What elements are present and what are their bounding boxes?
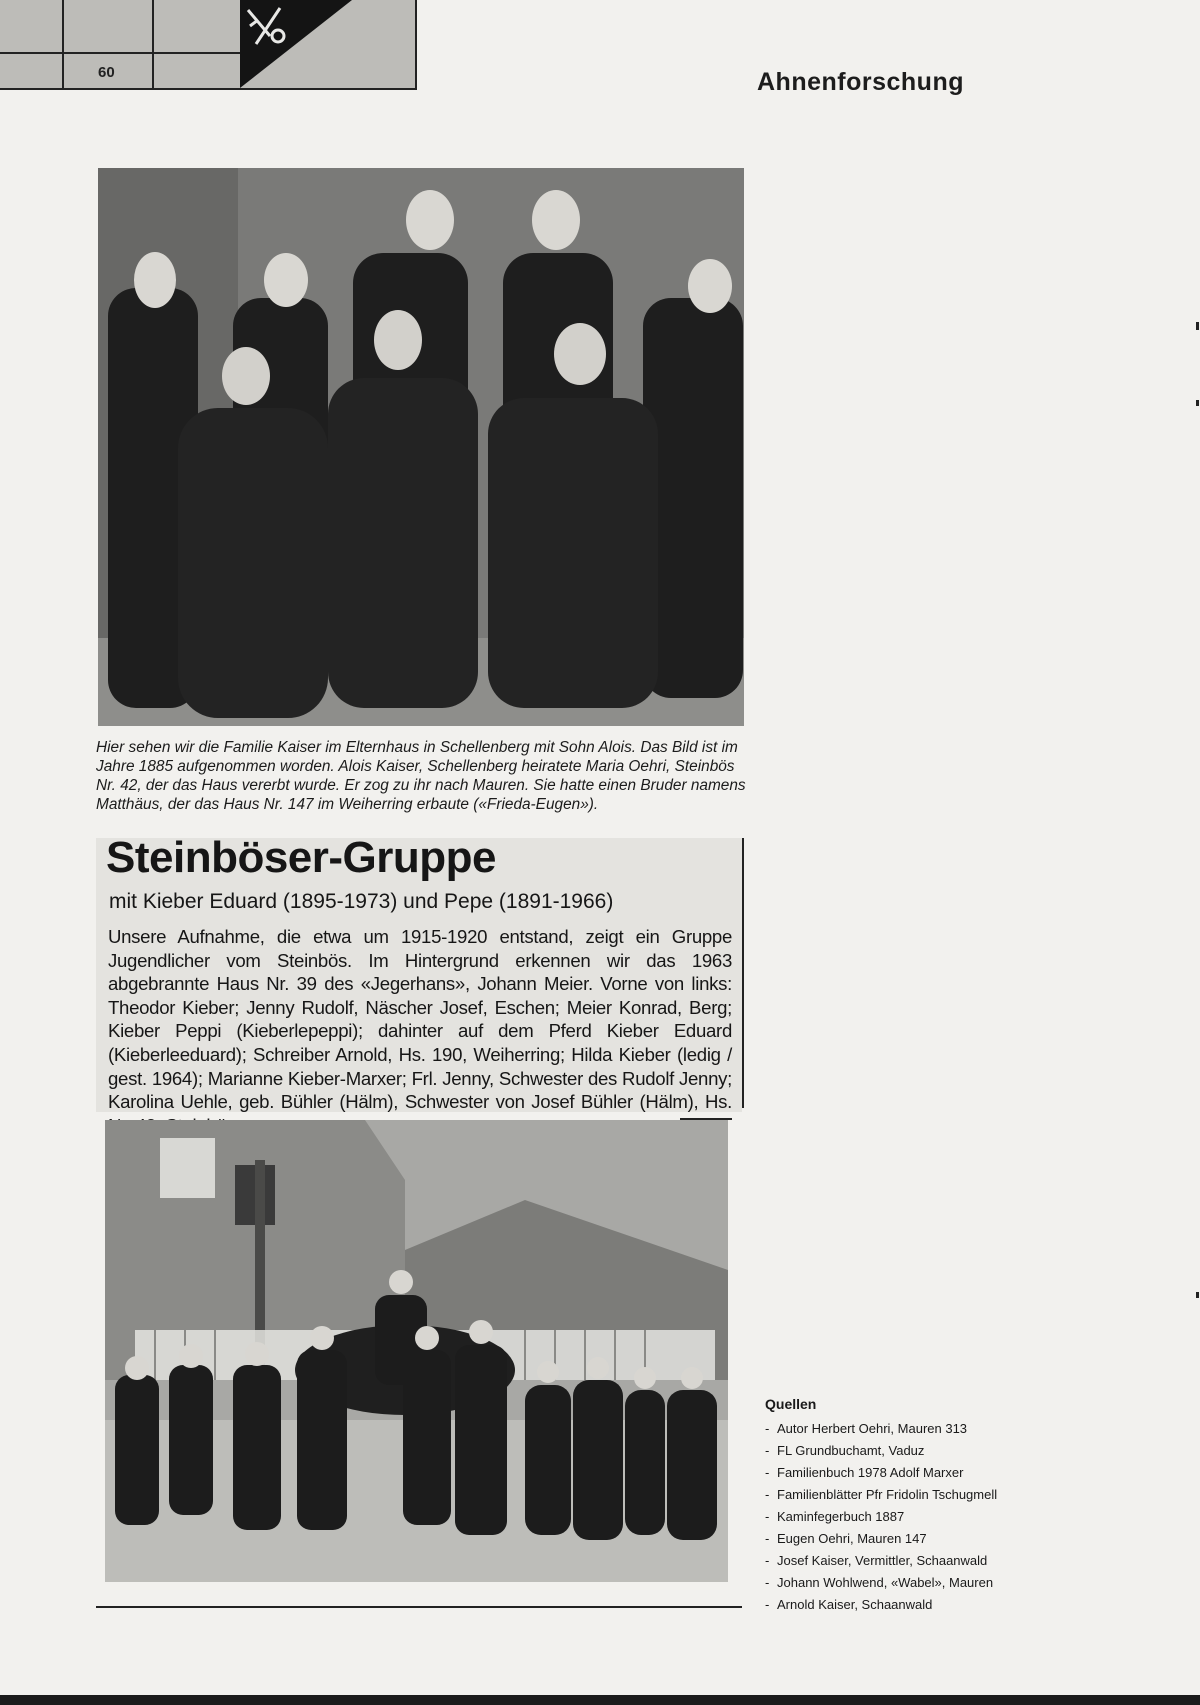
source-item: Familienbuch 1978 Adolf Marxer bbox=[777, 1465, 964, 1480]
section-title: Ahnenforschung bbox=[757, 68, 964, 96]
article-border bbox=[742, 838, 744, 1108]
sources-list bbox=[765, 1418, 1065, 1616]
source-item: Autor Herbert Oehri, Mauren 313 bbox=[777, 1421, 968, 1436]
list-item: - Autor Herbert Oehri, Mauren 313 bbox=[765, 1421, 968, 1436]
source-item: Kaminfegerbuch 1887 bbox=[777, 1509, 905, 1524]
photo-caption: Hier sehen wir die Familie Kaiser im Elternhaus in Schellenberg mit Sohn Alois. Das Bild ist im Jahre 1885 aufgenommen worden. Alois Kaiser, Schellenberg heiratete Maria Oehri, Steinbös Nr. 42, der das Haus vererbt wurde. Er zog zu ihr nach Mauren. Sie hatte einen Bruder namens Matthäus, der das Haus Nr. 147 im Weiherring erbaute («Frieda-Eugen»). bbox=[96, 739, 746, 813]
margin-mark bbox=[1196, 1292, 1199, 1298]
list-item: - Arnold Kaiser, Schaanwald bbox=[765, 1597, 933, 1612]
header-divider bbox=[152, 0, 154, 88]
page-bottom-edge bbox=[0, 1695, 1200, 1705]
article-title: Steinböser-Gruppe bbox=[106, 833, 496, 882]
family-portrait-photo bbox=[98, 168, 744, 726]
sources-heading: Quellen bbox=[765, 1396, 817, 1412]
list-item: - Familienbuch 1978 Adolf Marxer bbox=[765, 1465, 964, 1480]
article-body: Unsere Aufnahme, die etwa um 1915-1920 entstand, zeigt ein Gruppe Jugendlicher vom Steinbös. Im Hintergrund erkennen wir das 1963 abgebrannte Haus Nr. 39 des «Jegerhans», Johann Meier. Vorne von links: Theodor Kieber; Jenny Rudolf, Näscher Josef, Eschen; Meier Konrad, Berg; Kieber Peppi (Kieberlepeppi); dahinter auf dem Pferd Kieber Eduard (Kieberleeduard); Schreiber Arnold, Hs. 190, Weiherring; Hilda Kieber (ledig / gest. 1964); Marianne Kieber-Marxer; Frl. Jenny, Schwester des Rudolf Jenny; Karolina Uehle, geb. Bühler (Hälm), Schwester von Josef Bühler (Hälm), Hs. bbox=[108, 926, 732, 1113]
source-item: FL Grundbuchamt, Vaduz bbox=[777, 1443, 925, 1458]
source-item: Josef Kaiser, Vermittler, Schaanwald bbox=[777, 1553, 988, 1568]
list-item: - Familienblätter Pfr Fridolin Tschugmell bbox=[765, 1487, 998, 1502]
list-item: - Johann Wohlwend, «Wabel», Mauren bbox=[765, 1575, 994, 1590]
crest-emblem-icon bbox=[240, 0, 352, 88]
article-subtitle: mit Kieber Eduard (1895-1973) und Pepe (1891-1966) bbox=[109, 890, 614, 913]
divider-rule bbox=[96, 1606, 742, 1608]
list-item: - FL Grundbuchamt, Vaduz bbox=[765, 1443, 925, 1458]
list-item: - Eugen Oehri, Mauren 147 bbox=[765, 1531, 927, 1546]
list-item: - Kaminfegerbuch 1887 bbox=[765, 1509, 905, 1524]
header-divider bbox=[0, 52, 240, 54]
margin-mark bbox=[1196, 322, 1199, 330]
header-divider bbox=[62, 0, 64, 88]
margin-mark bbox=[1196, 400, 1199, 406]
page-number: 60 bbox=[98, 64, 115, 81]
list-item: - Josef Kaiser, Vermittler, Schaanwald bbox=[765, 1553, 988, 1568]
sources-section bbox=[765, 1396, 1065, 1616]
source-item: Johann Wohlwend, «Wabel», Mauren bbox=[777, 1575, 994, 1590]
source-item: Familienblätter Pfr Fridolin Tschugmell bbox=[777, 1487, 998, 1502]
source-item: Arnold Kaiser, Schaanwald bbox=[777, 1597, 933, 1612]
source-item: Eugen Oehri, Mauren 147 bbox=[777, 1531, 927, 1546]
group-photo bbox=[105, 1120, 728, 1582]
